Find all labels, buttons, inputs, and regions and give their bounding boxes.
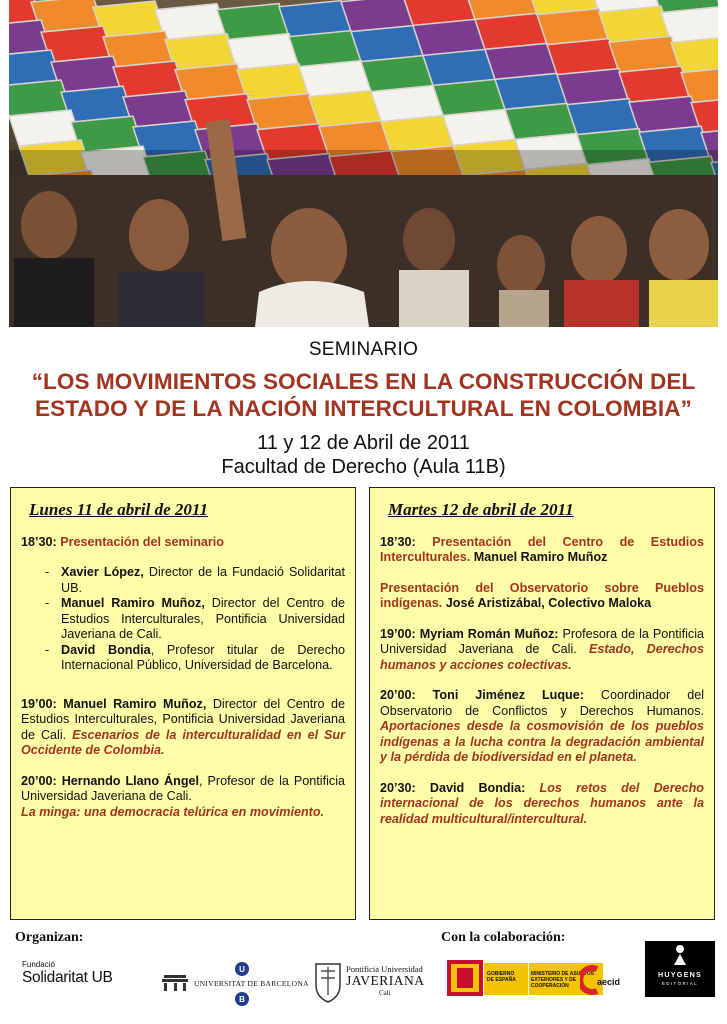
seminar-kicker: SEMINARIO [308,339,419,360]
javeriana-line-2: JAVERIANA [346,973,425,988]
ministerio-text: MINISTERIO DE ASUNTOS EXTERIORES Y DE COOPERACIÓN [531,971,595,989]
universitat-barcelona-logo [160,962,309,1008]
collaboration-label: Con la colaboración: [441,930,566,945]
day2-session-3 [380,627,704,674]
day-2-heading: Martes 12 de abril de 2011 [388,500,574,519]
speaker-desc: Director de la Fundació Solidaritat UB. [61,565,345,595]
title-line-1: “LOS MOVIMIENTOS SOCIALES EN LA CONSTRUCCIÓN DEL [31,369,696,394]
javeriana-logo [313,961,431,1007]
day-1-heading: Lunes 11 de abril de 2011 [29,500,208,519]
speaker-name: David Bondia [61,642,151,657]
speaker-item [45,596,345,643]
session-speaker: José Aristizábal, Colectivo Maloka [442,596,652,610]
session-time-speaker: 19’00: Manuel Ramiro Muñoz, [21,696,207,711]
event-date: 11 y 12 de Abril de 2011 [257,432,470,454]
session-desc: , Profesor de la Pontificia Universidad Javeriana de Cali. [21,773,345,803]
solidaritat-small-text: Fundació [22,960,55,969]
session-title: Presentación del Centro de Estudios Interculturales. [380,534,704,564]
javeriana-line-1: Pontificia Universidad [346,964,423,974]
huygens-figure-icon [645,941,715,969]
program-day-2 [369,487,715,920]
huygens-editorial-logo [645,941,715,997]
seminar-title [0,368,727,422]
session-talk: Aportaciones desde la cosmovisión de los pueblos indígenas a la lucha contra la degradación ambiental y la pérdida de biodiversidad en el planeta. [380,719,704,764]
svg-text:B: B [239,995,245,1004]
svg-text:U: U [239,965,245,974]
organizers-label: Organizan: [15,930,84,945]
speaker-name: Manuel Ramiro Muñoz, [61,596,205,610]
event-venue: Facultad de Derecho (Aula 11B) [221,456,506,478]
day2-session-4 [380,688,704,766]
wiphala-flag-photo [9,0,718,327]
javeriana-shield-icon [313,961,343,1003]
huygens-sub: EDITORIAL [661,981,699,986]
ub-name-text: UNIVERSITAT DE BARCELONA [194,979,309,988]
javeriana-line-3: Cali [379,989,391,997]
session-time-speaker: 20’00: Toni Jiménez Luque: [380,688,584,702]
session-colon: : [521,780,526,795]
solidaritat-ub-logo [22,960,137,994]
session-title: Presentación del seminario [60,534,224,549]
opening-speakers-list [45,565,345,674]
session-desc: Profesora de la Pontificia Universidad Javeriana de Cali. [380,626,705,656]
title-line-2: ESTADO Y DE LA NACIÓN INTERCULTURAL EN COLOMBIA” [35,396,692,421]
session-talk: Los retos del Derecho internacional de los derechos humanos ante la realidad multicultural/intercultural. [380,780,704,826]
gobierno-text: GOBIERNO DE ESPAÑA [487,971,516,983]
session-speaker: Manuel Ramiro Muñoz [470,550,608,564]
session-time-speaker: 19’00: Myriam Román Muñoz: [380,626,559,641]
session-talk: Estado, Derechos humanos y acciones colectivas. [380,642,704,672]
day2-session-1 [380,535,704,566]
session-talk: La minga: una democracia telúrica en movimiento. [21,804,325,819]
speaker-item [45,565,345,596]
aecid-text: aecid [597,977,621,987]
program-day-1 [10,487,356,920]
session-title: Presentación del Observatorio sobre Pueblos indígenas. [380,580,704,610]
huygens-name: HUYGENS [658,970,702,979]
speaker-desc: Director del Centro de Estudios Interculturales, Pontificia Universidad Javeriana de Cali. [61,596,345,641]
speaker-desc: , Profesor titular de Derecho Internacional Público, Universidad de Barcelona. [61,642,345,672]
day1-session-1 [21,535,345,551]
day1-session-2 [21,697,345,759]
speaker-name: Xavier López, [61,565,144,579]
session-time: 18’30: [380,534,416,549]
session-desc: Coordinador del Observatorio de Conflictos y Derechos Humanos. [380,688,704,718]
day2-session-5 [380,781,704,828]
session-time-speaker: 20’00: Hernando Llano Ángel [21,773,200,788]
speaker-item [45,643,345,674]
day2-session-2 [380,581,704,612]
session-time-speaker: 20’30: David Bondia [380,780,522,795]
day1-session-3 [21,774,345,821]
solidaritat-big-text: Solidaritat UB [22,969,113,986]
aecid-logo [580,963,628,997]
session-desc: Director del Centro de Estudios Interculturales, Pontificia Universidad Javeriana de Cali. [21,696,345,742]
session-talk: Escenarios de la interculturalidad en el Sur Occidente de Colombia. [21,727,346,757]
hero-photo [9,0,718,327]
session-time: 18’30: [21,534,57,549]
